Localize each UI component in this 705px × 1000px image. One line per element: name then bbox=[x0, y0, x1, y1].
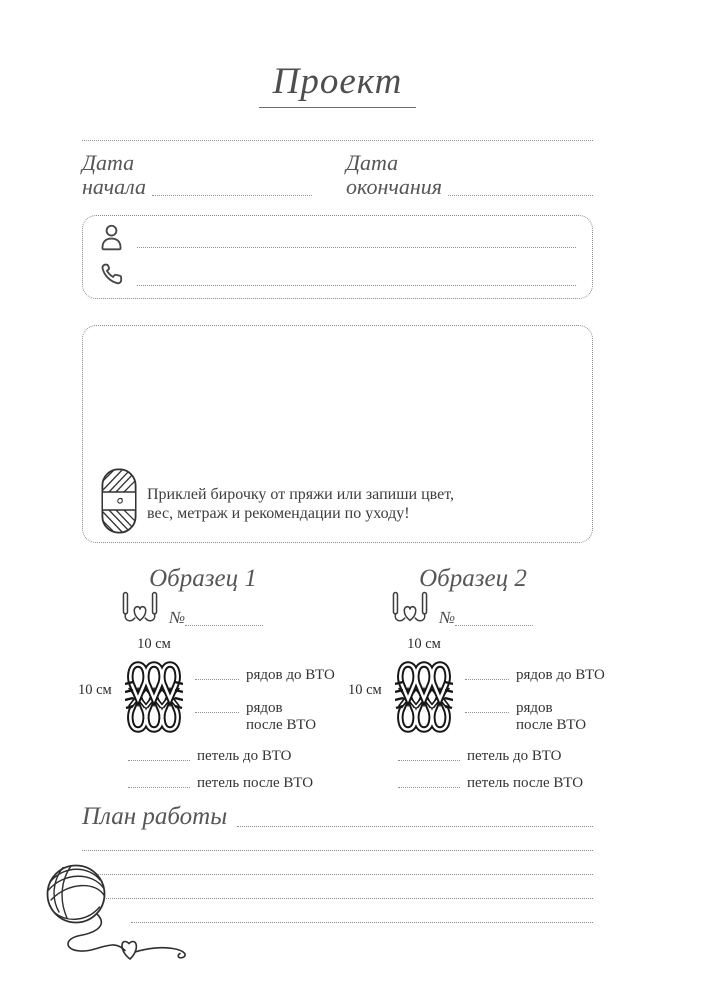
contact-name-row bbox=[99, 223, 576, 251]
plan-title: План работы bbox=[82, 803, 228, 830]
phone-icon bbox=[99, 260, 129, 289]
yarn-skein-icon bbox=[101, 468, 137, 534]
gauge-rows-before-line[interactable] bbox=[465, 676, 509, 680]
sample-card-2 bbox=[345, 565, 605, 800]
date-end-line[interactable] bbox=[448, 192, 593, 196]
knit-swatch-icon bbox=[125, 658, 183, 736]
sample-number-row bbox=[119, 591, 263, 629]
gauge-rows-before bbox=[195, 667, 335, 684]
sample-number-line[interactable] bbox=[185, 622, 263, 626]
yarn-label-box[interactable] bbox=[82, 325, 593, 543]
top-divider bbox=[82, 140, 593, 141]
gauge-rows-after-line[interactable] bbox=[195, 709, 239, 713]
gauge-stitches-after-line[interactable] bbox=[398, 784, 460, 788]
gauge-rows-before-label: рядов до ВТО bbox=[246, 667, 335, 683]
gauge-stitches-before-label: петель до ВТО bbox=[467, 748, 562, 764]
gauge-stitches-after-label: петель после ВТО bbox=[197, 775, 314, 791]
contact-phone-row bbox=[99, 260, 576, 289]
gauge-stitches-after-label: петель после ВТО bbox=[467, 775, 584, 791]
gauge-stitches-after-line[interactable] bbox=[128, 784, 190, 788]
sample-number-label: № bbox=[439, 608, 456, 627]
date-start-field bbox=[82, 151, 312, 199]
gauge-stitches-after bbox=[128, 775, 313, 792]
page-title-block bbox=[82, 60, 593, 108]
plan-line-4[interactable] bbox=[131, 922, 593, 923]
gauge-rows-before-label: рядов до ВТО bbox=[516, 667, 605, 683]
contact-card bbox=[82, 215, 593, 299]
sample-title: Образец 1 bbox=[149, 565, 257, 592]
gauge-rows-before-line[interactable] bbox=[195, 676, 239, 680]
sample-number-row bbox=[389, 591, 533, 629]
date-start-line[interactable] bbox=[152, 192, 312, 196]
contact-name-line[interactable] bbox=[137, 244, 576, 248]
gauge-rows-after-label: рядов после ВТО bbox=[246, 700, 317, 734]
swatch-height-label: 10 см bbox=[348, 682, 382, 698]
samples-section bbox=[75, 565, 635, 800]
sample-title: Образец 2 bbox=[419, 565, 527, 592]
gauge-rows-after bbox=[195, 700, 316, 735]
yarn-note-row bbox=[101, 468, 454, 534]
gauge-stitches-before bbox=[128, 748, 291, 765]
gauge-stitches-before bbox=[398, 748, 561, 765]
date-end-label: Дата окончания bbox=[346, 150, 443, 199]
gauge-stitches-before-label: петель до ВТО bbox=[197, 748, 292, 764]
person-icon bbox=[99, 223, 129, 251]
gauge-rows-after-line[interactable] bbox=[465, 709, 509, 713]
knit-swatch-icon bbox=[395, 658, 453, 736]
date-end-field bbox=[346, 151, 593, 199]
swatch-height-label: 10 см bbox=[78, 682, 112, 698]
plan-section-header bbox=[82, 803, 593, 831]
sample-number-label: № bbox=[169, 608, 186, 627]
gauge-stitches-before-line[interactable] bbox=[398, 757, 460, 761]
gauge-rows-after-label: рядов после ВТО bbox=[516, 700, 587, 734]
plan-line-1[interactable] bbox=[82, 850, 593, 851]
page-title: Проект bbox=[259, 60, 417, 108]
contact-phone-line[interactable] bbox=[137, 282, 576, 286]
sample-card-1 bbox=[75, 565, 335, 800]
date-start-label: Дата начала bbox=[82, 150, 146, 199]
sample-number-line[interactable] bbox=[455, 622, 533, 626]
dates-row bbox=[82, 151, 593, 199]
gauge-stitches-before-line[interactable] bbox=[128, 757, 190, 761]
gauge-rows-before bbox=[465, 667, 605, 684]
knitting-needles-heart-icon bbox=[389, 591, 431, 629]
gauge-rows-after bbox=[465, 700, 586, 735]
knitting-needles-heart-icon bbox=[119, 591, 161, 629]
swatch-width-label: 10 см bbox=[137, 636, 171, 652]
swatch-width-label: 10 см bbox=[407, 636, 441, 652]
plan-line-0[interactable] bbox=[237, 823, 593, 827]
yarn-note-text: Приклей бирочку от пряжи или запиши цвет, вес, метраж и рекомендации по уходу! bbox=[147, 485, 454, 523]
gauge-stitches-after bbox=[398, 775, 583, 792]
yarn-ball-icon bbox=[34, 856, 199, 968]
